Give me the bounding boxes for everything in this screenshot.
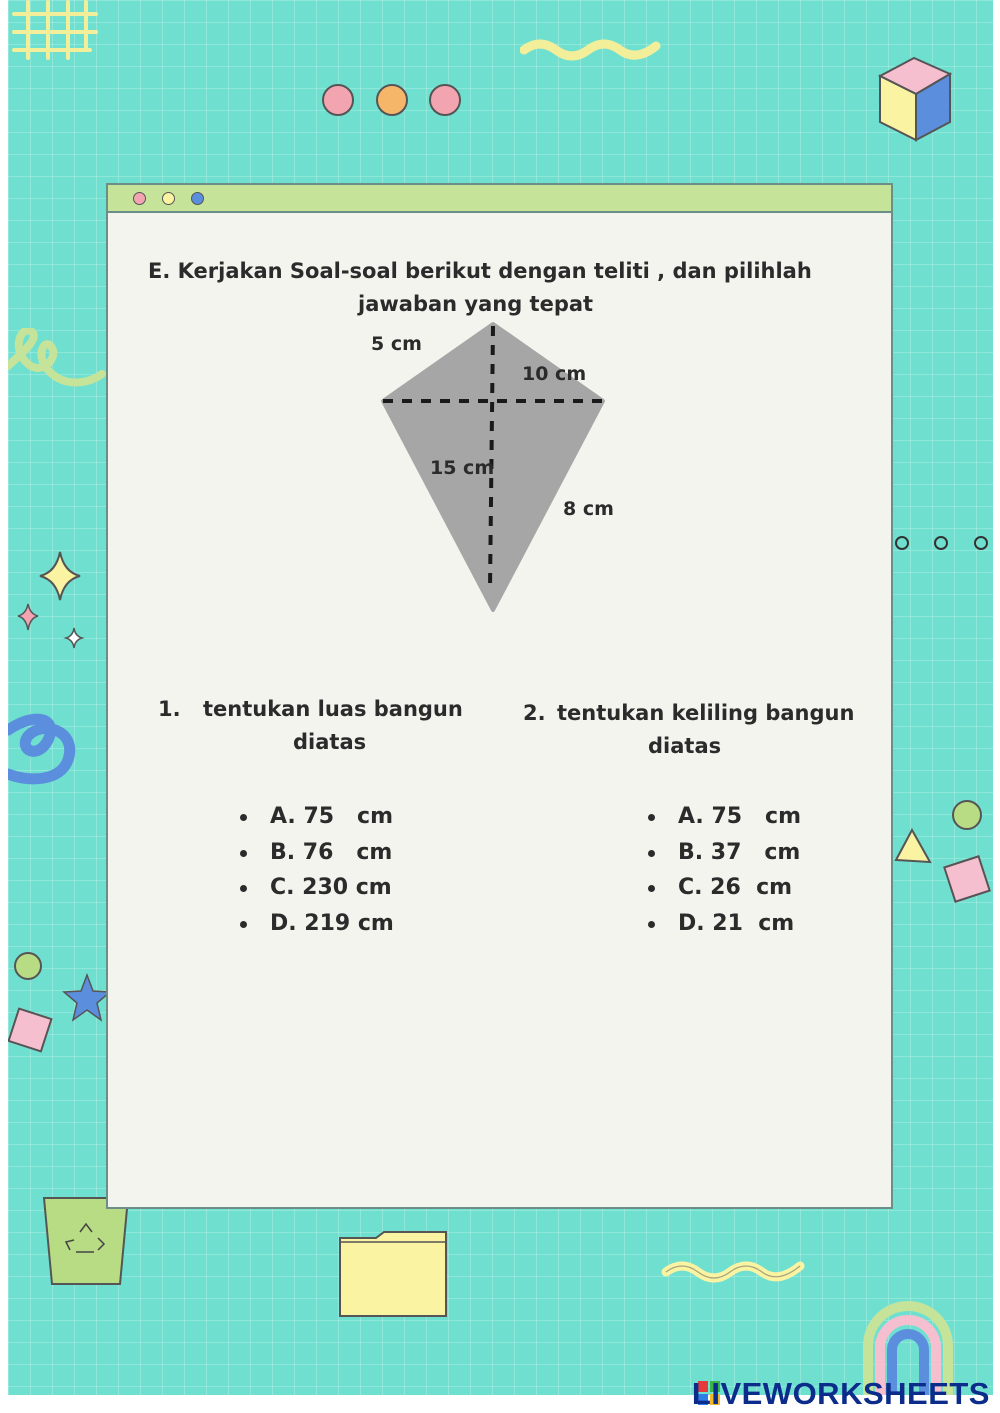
swirl-decoration	[8, 328, 108, 406]
spiral-decoration	[8, 690, 88, 790]
pink-square-decoration	[8, 1007, 53, 1052]
instruction-title-line2: jawaban yang tepat	[358, 292, 594, 316]
window-dot-pink	[133, 192, 146, 205]
question1-options	[240, 799, 394, 941]
question1-text: tentukan luas bangun	[203, 697, 463, 721]
label-top-right: 10 cm	[522, 363, 587, 385]
cube-decoration	[870, 52, 960, 148]
pink-dot-decoration	[322, 84, 354, 116]
window-titlebar	[108, 185, 891, 213]
question1-option-d[interactable]: D. 219 cm	[240, 906, 394, 942]
worksheet-page	[8, 0, 993, 1395]
label-bottom-right: 8 cm	[563, 498, 614, 520]
question1-text-line2: diatas	[293, 730, 367, 754]
question2-text: tentukan keliling bangun	[557, 701, 855, 725]
question2-option-b[interactable]: B. 37 cm	[648, 835, 801, 871]
squiggle-decoration	[660, 1254, 808, 1284]
question2-number: 2.	[523, 701, 546, 725]
ring-decoration	[895, 536, 909, 550]
question1-option-a[interactable]: A. 75 cm	[240, 799, 394, 835]
question2-options	[648, 799, 801, 941]
pink-square-decoration	[943, 855, 991, 903]
squiggle-decoration	[520, 34, 665, 64]
grid-hash-decoration	[10, 0, 102, 62]
question2-option-c[interactable]: C. 26 cm	[648, 870, 801, 906]
triangle-decoration	[892, 826, 936, 866]
orange-dot-decoration	[376, 84, 408, 116]
ring-decoration	[934, 536, 948, 550]
label-diagonal: 15 cm	[430, 457, 495, 479]
question2-text-line2: diatas	[648, 734, 722, 758]
worksheet-window	[106, 183, 893, 1209]
green-dot-decoration	[952, 800, 982, 830]
window-dot-blue	[191, 192, 204, 205]
sparkle-decoration	[10, 548, 94, 658]
label-top-left: 5 cm	[371, 333, 422, 355]
question2-option-d[interactable]: D. 21 cm	[648, 906, 801, 942]
question1-number: 1.	[158, 697, 181, 721]
question1-option-b[interactable]: B. 76 cm	[240, 835, 394, 871]
window-dot-yellow	[162, 192, 175, 205]
question1-option-c[interactable]: C. 230 cm	[240, 870, 394, 906]
instruction-title: E. Kerjakan Soal-soal berikut dengan teliti , dan pilihlah	[148, 259, 812, 283]
folder-icon	[336, 1228, 456, 1322]
liveworksheets-brand[interactable]: LIVEWORKSHEETS	[691, 1376, 990, 1411]
green-dot-decoration	[14, 952, 42, 980]
question2-option-a[interactable]: A. 75 cm	[648, 799, 801, 835]
pink-dot-decoration	[429, 84, 461, 116]
ring-decoration	[974, 536, 988, 550]
